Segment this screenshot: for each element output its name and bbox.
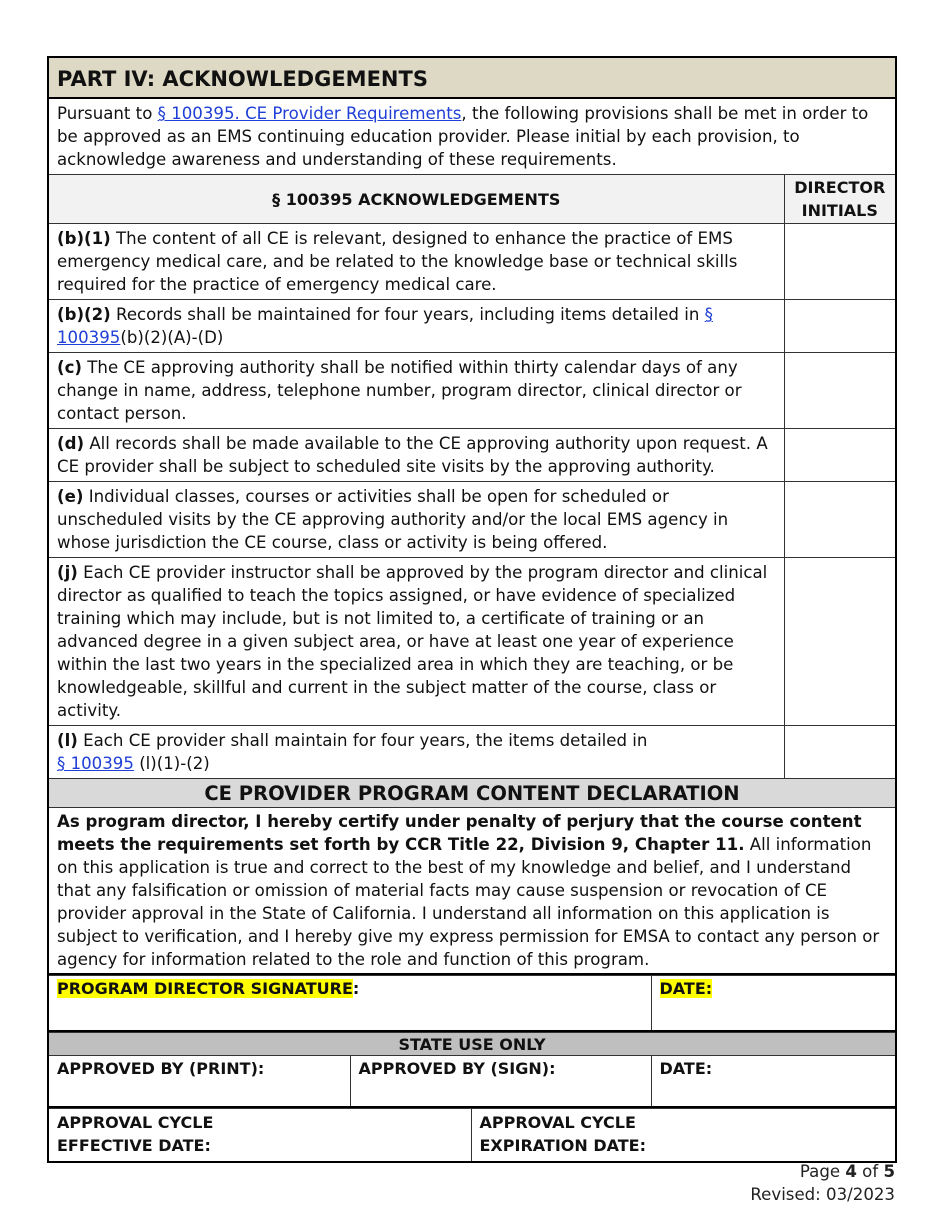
ce-provider-requirements-link[interactable]: § 100395. CE Provider Requirements xyxy=(157,104,462,123)
page-of: of xyxy=(856,1162,884,1181)
form-page xyxy=(47,56,895,1163)
director-initials-field[interactable] xyxy=(784,726,896,779)
provision-row xyxy=(48,558,896,726)
section-title: PART IV: ACKNOWLEDGEMENTS xyxy=(48,57,896,98)
provision-text xyxy=(48,726,784,779)
effective-label-line2: EFFECTIVE DATE: xyxy=(57,1136,211,1155)
state-date-field[interactable] xyxy=(651,1056,896,1108)
current-page: 4 xyxy=(845,1162,857,1181)
director-initials-field[interactable] xyxy=(784,558,896,726)
expiration-label-line1: APPROVAL CYCLE xyxy=(479,1113,636,1132)
intro-prefix: Pursuant to xyxy=(57,104,158,123)
provision-text xyxy=(48,353,784,429)
approved-by-sign-field[interactable] xyxy=(350,1056,651,1108)
approved-by-print-field[interactable] xyxy=(48,1056,350,1108)
signature-colon: : xyxy=(352,979,360,998)
provision-tail: (b)(2)(A)-(D) xyxy=(120,328,224,347)
director-initials-field[interactable] xyxy=(784,353,896,429)
signature-label: PROGRAM DIRECTOR SIGNATURE xyxy=(57,979,353,998)
section-100395-link[interactable]: § 100395 xyxy=(57,305,713,347)
acknowledgements-table xyxy=(47,56,897,975)
provision-row xyxy=(48,429,896,482)
provision-row xyxy=(48,482,896,558)
provision-body: Each CE provider shall maintain for four years, the items detailed in xyxy=(77,731,648,750)
director-header-line1: DIRECTOR xyxy=(794,178,886,197)
provision-row xyxy=(48,300,896,353)
declaration-title: CE PROVIDER PROGRAM CONTENT DECLARATION xyxy=(48,779,896,808)
provision-text xyxy=(48,224,784,300)
provision-label: (l) xyxy=(57,731,78,750)
provision-body: The content of all CE is relevant, designed to enhance the practice of EMS emergency medical care, and be related to the knowledge base or technical skills required for the practice of emergency medical care. xyxy=(57,229,738,294)
expiration-label-line2: EXPIRATION DATE: xyxy=(479,1136,646,1155)
state-use-title: STATE USE ONLY xyxy=(48,1033,896,1056)
provision-tail: (l)(1)-(2) xyxy=(133,754,210,773)
signature-date-field[interactable] xyxy=(651,976,896,1032)
approval-cycle-expiration-date-field[interactable] xyxy=(471,1109,896,1163)
declaration-bold: As program director, I hereby certify under penalty of perjury that the course content meets the requirements set forth by CCR Title 22, Division 9, Chapter 11. xyxy=(57,812,862,854)
effective-label-line1: APPROVAL CYCLE xyxy=(57,1113,214,1132)
provision-body: All records shall be made available to the CE approving authority upon request. A CE provider shall be subject to scheduled site visits by the approving authority. xyxy=(57,434,768,476)
approval-cycle-table xyxy=(47,1108,897,1163)
provision-text xyxy=(48,429,784,482)
provision-row xyxy=(48,353,896,429)
page-prefix: Page xyxy=(799,1162,846,1181)
page-footer xyxy=(750,1160,895,1206)
provision-label: (j) xyxy=(57,563,78,582)
revised-date: Revised: 03/2023 xyxy=(750,1185,895,1204)
provision-row xyxy=(48,224,896,300)
provision-row xyxy=(48,726,896,779)
provision-label: (b)(1) xyxy=(57,229,111,248)
intro-suffix: , the following provisions shall be met in order to be approved as an EMS continuing education provider. Please initial by each provision, to acknowledge awareness and understanding of these requirements. xyxy=(57,104,869,169)
provision-body: Each CE provider instructor shall be approved by the program director and clinical director as qualified to teach the topics assigned, or have evidence of specialized training which may include, but is not limited to, a certificate of training or an advanced degree in a given subject area, or have at least one year of experience within the last two years in the specialized area in which they are teaching, or be knowledgeable, skillful and current in the subject matter of the course, class or activity. xyxy=(57,563,768,720)
section-100395-link[interactable]: § 100395 xyxy=(57,754,134,773)
signature-date-label: DATE: xyxy=(659,979,713,998)
provision-text xyxy=(48,558,784,726)
provision-label: (b)(2) xyxy=(57,305,111,324)
approved-by-sign-label: APPROVED BY (SIGN): xyxy=(358,1059,556,1078)
provision-body: Individual classes, courses or activities shall be open for scheduled or unscheduled visits by the CE approving authority and/or the local EMS agency in whose jurisdiction the CE course, class or activity is being offered. xyxy=(57,487,729,552)
director-initials-header xyxy=(784,175,896,224)
director-initials-field[interactable] xyxy=(784,300,896,353)
provision-label: (e) xyxy=(57,487,84,506)
intro-paragraph xyxy=(48,98,896,175)
declaration-text xyxy=(48,808,896,975)
page-number xyxy=(750,1160,895,1183)
state-date-label: DATE: xyxy=(659,1059,713,1078)
approved-by-print-label: APPROVED BY (PRINT): xyxy=(57,1059,265,1078)
provision-body: The CE approving authority shall be notified within thirty calendar days of any change in name, address, telephone number, program director, clinical director or contact person. xyxy=(57,358,742,423)
director-initials-field[interactable] xyxy=(784,224,896,300)
total-pages: 5 xyxy=(883,1162,895,1181)
director-initials-field[interactable] xyxy=(784,482,896,558)
provision-label: (c) xyxy=(57,358,83,377)
approval-cycle-effective-date-field[interactable] xyxy=(48,1109,471,1163)
director-initials-field[interactable] xyxy=(784,429,896,482)
signature-table xyxy=(47,975,897,1032)
acknowledgements-header: § 100395 ACKNOWLEDGEMENTS xyxy=(48,175,784,224)
director-header-line2: INITIALS xyxy=(801,201,878,220)
state-use-table xyxy=(47,1032,897,1108)
provision-body: Records shall be maintained for four years, including items detailed in xyxy=(110,305,705,324)
declaration-body: All information on this application is true and correct to the best of my knowledge and belief, and I understand that any falsification or omission of material facts may cause suspension or revocation of CE provider approval in the State of California. I understand all information on this application is subject to verification, and I hereby give my express permission for EMSA to contact any person or agency for information related to the role and function of this program. xyxy=(57,835,880,969)
provision-label: (d) xyxy=(57,434,85,453)
program-director-signature-field[interactable] xyxy=(48,976,651,1032)
provision-text xyxy=(48,482,784,558)
provision-text xyxy=(48,300,784,353)
